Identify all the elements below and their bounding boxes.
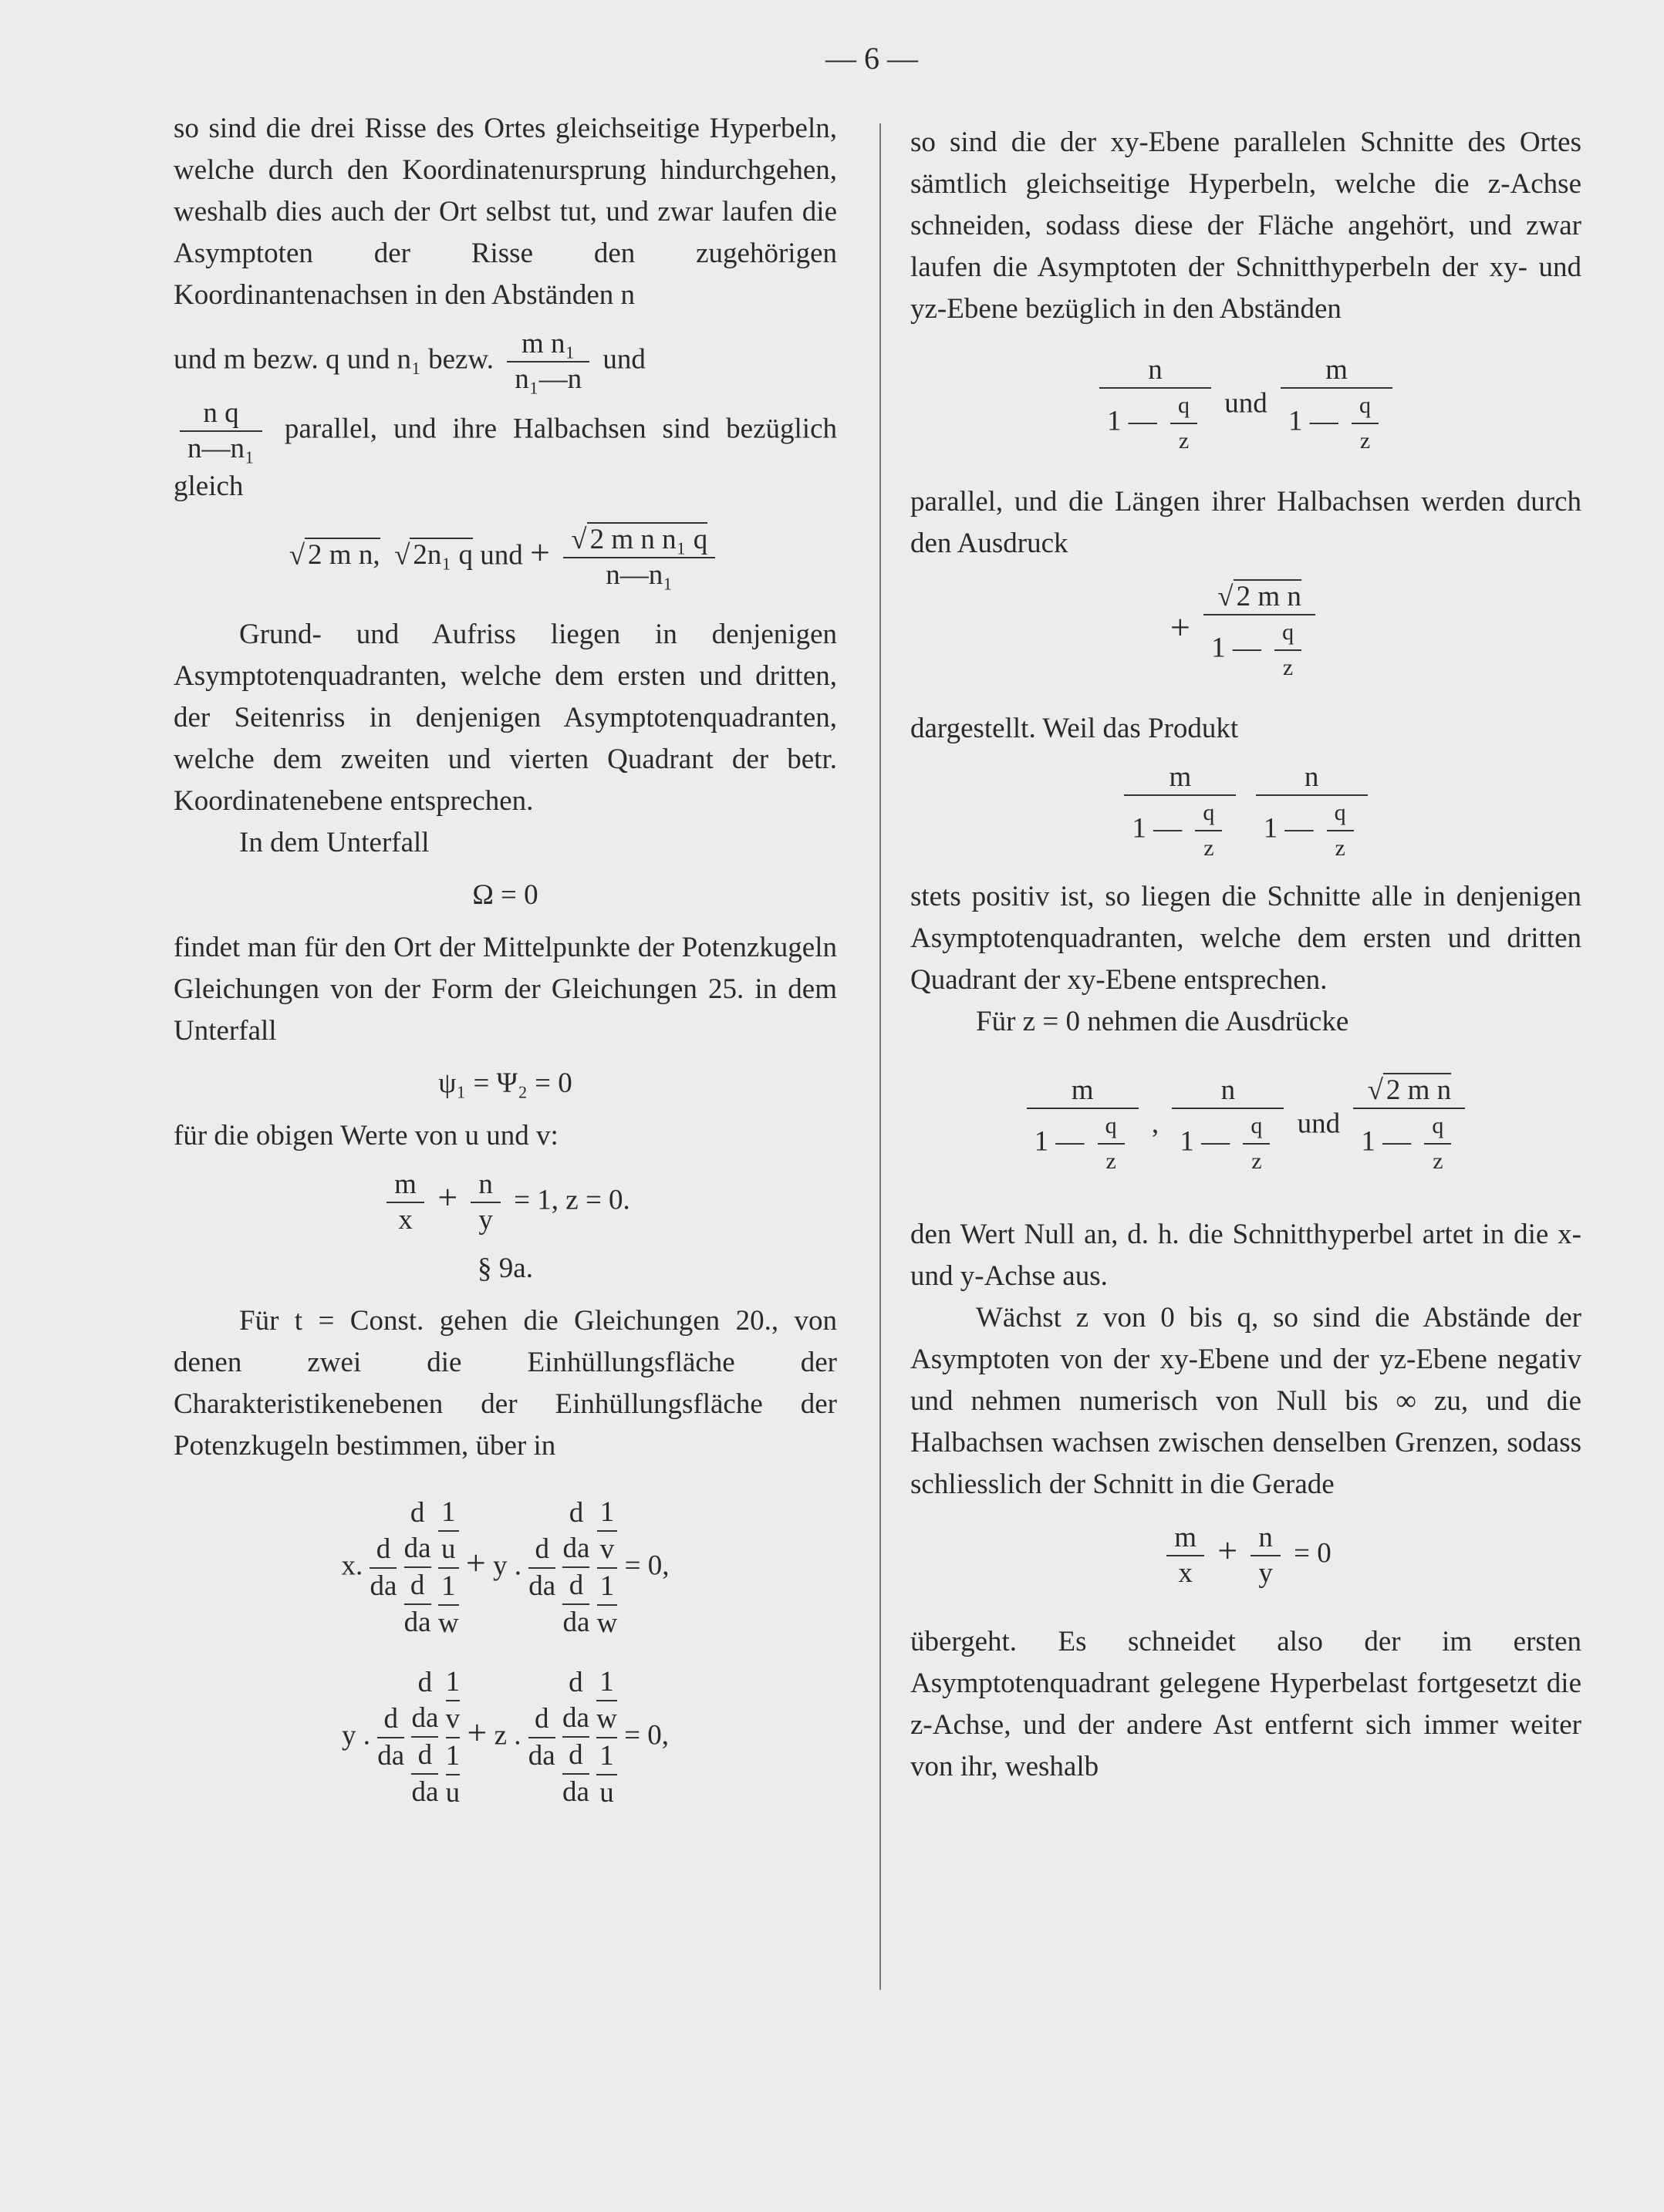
- right-paragraph-3: dargestellt. Weil das Produkt: [910, 713, 1239, 744]
- right-paragraph-2: parallel, und die Längen ihrer Halbachsen werden durch den Ausdruck: [910, 486, 1581, 559]
- left-paragraph-6: Für t = Const. gehen die Gleichungen 20., von denen zwei die Einhüllungsfläche der Charakteristikenebenen der Einhüllungsfläche der Potenzkugeln bestimmen, über in: [174, 1305, 837, 1462]
- section-heading: § 9a.: [478, 1253, 533, 1284]
- left-eq-mxny: $\frac{m}{x}$ + $\frac{n}{y}$ = 1, z = 0.: [174, 1168, 837, 1237]
- left-paragraph-5: für die obigen Werte von u und v:: [174, 1120, 559, 1152]
- right-column: [910, 108, 1581, 1788]
- left-eq-omega: Ω = 0: [472, 879, 538, 911]
- page-number: — 6 —: [825, 41, 918, 76]
- right-eq-product: m 1 — $\frac{q}{z}$ n 1 — $\frac{q}{z}$: [910, 760, 1581, 865]
- right-eq-halbachse: + √ 2 m n 1 — $\frac{q}{z}$: [910, 580, 1581, 685]
- left-matrix-eq-2: y . $\frac{d}{da}$ d da d da 1 v 1 u + z . $\frac{d}{da}$ d da d da 1 w 1 u = 0,: [342, 1666, 669, 1809]
- left-paragraph-4: findet man für den Ort der Mittelpunkte der Potenzkugeln Gleichungen von der Form der Gleichungen 25. in dem Unterfall: [174, 932, 837, 1047]
- right-eq-distances: n 1 — $\frac{q}{z}$ und m 1 — $\frac{q}{z}$: [910, 353, 1581, 458]
- left-matrix-eq-1: x. $\frac{d}{da}$ d da d da 1 u 1 w + y . $\frac{d}{da}$ d da d da 1 v 1 w = 0,: [341, 1496, 670, 1639]
- right-eq-gerade: $\frac{m}{x}$ + $\frac{n}{y}$ = 0: [910, 1521, 1581, 1590]
- right-paragraph-6: den Wert Null an, d. h. die Schnitthyperbel artet in die x- und y-Achse aus.: [910, 1219, 1581, 1292]
- right-eq-expressions: m 1 — $\frac{q}{z}$ , n 1 — $\frac{q}{z}$ und √ 2 m n 1 — $\frac{q}{z}$: [910, 1074, 1581, 1178]
- left-paragraph-1: so sind die drei Risse des Ortes gleichseitige Hyperbeln, welche durch den Koordinatenursprung hindurchgehen, weshalb dies auch der Ort selbst tut, und zwar laufen die Asymptoten der Risse den zugehörigen Koordinantenachsen in den Abständen n: [174, 113, 837, 311]
- right-paragraph-1: so sind die der xy-Ebene parallelen Schnitte des Ortes sämtlich gleichseitige Hyperbeln, welche die z-Achse schneiden, sodass diese der Fläche angehört, und zwar laufen die Asymptoten der Schnitthyperbeln der xy- und yz-Ebene bezüglich in den Abständen: [910, 126, 1581, 325]
- left-eq-psi: ψ₁ = Ψ₂ = 0: [438, 1067, 572, 1099]
- left-paragraph-2: Grund- und Aufriss liegen in denjenigen Asymptotenquadranten, welche dem ersten und dritten, der Seitenriss in denjenigen Asymptotenquadranten, welche dem zweiten und vierten Quadrant der betr. Koordinatenebene entsprechen.: [174, 619, 837, 817]
- right-paragraph-8: übergeht. Es schneidet also der im ersten Asymptotenquadrant gelegene Hyperbelast fortgesetzt die z-Achse, und der andere Ast entfernt sich immer weiter von ihr, weshalb: [910, 1626, 1581, 1782]
- left-paragraph-3: In dem Unterfall: [239, 827, 430, 858]
- right-paragraph-7: Wächst z von 0 bis q, so sind die Abstände der Asymptoten von der xy-Ebene und der yz-Ebene negativ und nehmen numerisch von Null bis ∞ zu, und die Halbachsen wachsen zwischen denselben Grenzen, sodass schliesslich der Schnitt in die Gerade: [910, 1302, 1581, 1500]
- left-paragraph-1c: $\frac{\text{n q}}{\text{n—n₁}}$ parallel, und ihre Halbachsen sind bezüglich gleich: [174, 397, 838, 502]
- left-paragraph-1b: und m bezw. q und n₁ bezw. $\frac{\text{m n₁}}{\text{n₁—n}}$ und: [174, 328, 646, 395]
- left-radicals: √ 2 m n, √ 2n₁ q und + $\frac{\text{√ 2 m n n₁ q}}{\text{n—n₁}}$: [174, 523, 837, 592]
- column-divider: [879, 123, 881, 1990]
- right-paragraph-4: stets positiv ist, so liegen die Schnitte alle in denjenigen Asymptotenquadranten, welche dem ersten und dritten Quadrant der xy-Ebene entsprechen.: [910, 881, 1581, 996]
- left-column: [174, 108, 837, 1822]
- right-paragraph-5: Für z = 0 nehmen die Ausdrücke: [976, 1006, 1349, 1037]
